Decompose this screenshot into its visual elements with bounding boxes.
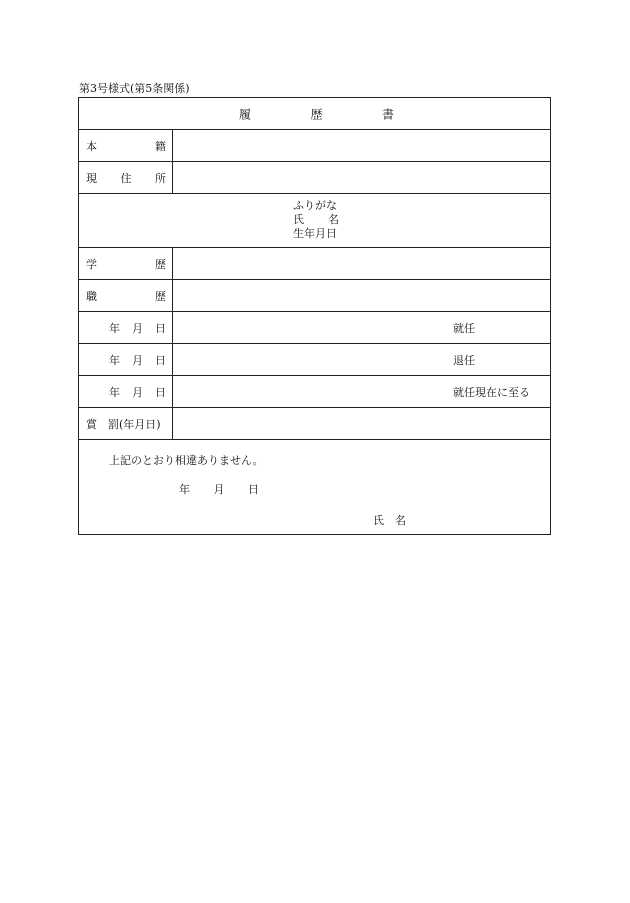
furigana-label: ふりがな xyxy=(293,199,337,212)
label-char: 月 xyxy=(132,321,143,335)
honseki-row xyxy=(79,130,550,162)
genjusho-label xyxy=(86,170,166,186)
date-label-cell xyxy=(79,312,173,343)
date-label-cell xyxy=(79,344,173,375)
genjusho-label-cell xyxy=(79,162,173,193)
title-char: 履 xyxy=(239,107,252,121)
resume-form xyxy=(78,97,551,535)
label-char: 名 xyxy=(328,213,339,226)
genjusho-row xyxy=(79,162,550,194)
label-char: 現 xyxy=(86,171,97,185)
name-block xyxy=(293,199,339,241)
gakureki-label xyxy=(86,256,166,272)
label-char: 日 xyxy=(248,483,259,496)
statement-row xyxy=(79,440,550,534)
career-row xyxy=(79,344,550,376)
shobatsu-label: 賞 罰(年月日) xyxy=(86,417,161,431)
label-char: 年 xyxy=(109,353,120,367)
label-char: 氏 xyxy=(373,514,384,527)
label-char: 日 xyxy=(155,385,166,399)
label-char: 本 xyxy=(86,139,97,153)
label-char: 学 xyxy=(86,257,97,271)
statement-name xyxy=(373,512,406,528)
label-char: 歴 xyxy=(155,289,166,303)
shobatsu-row xyxy=(79,408,550,440)
label-char: 年 xyxy=(109,385,120,399)
label-char: 名 xyxy=(395,514,406,527)
career-note: 退任 xyxy=(453,353,475,367)
label-char: 年 xyxy=(109,321,120,335)
shokureki-row xyxy=(79,280,550,312)
label-char: 月 xyxy=(132,353,143,367)
label-char: 日 xyxy=(155,353,166,367)
label-char: 住 xyxy=(120,171,132,185)
label-char: 氏 xyxy=(293,213,304,226)
form-title xyxy=(239,105,394,122)
shokureki-label xyxy=(86,288,166,304)
shimei-label xyxy=(293,213,339,227)
label-char: 職 xyxy=(86,289,97,303)
title-char: 歴 xyxy=(310,107,323,121)
date-label xyxy=(109,384,166,400)
gakureki-label-cell xyxy=(79,248,173,279)
gakureki-row xyxy=(79,248,550,280)
title-char: 書 xyxy=(381,107,394,121)
name-row xyxy=(79,194,550,248)
statement-text: 上記のとおり相違ありません。 xyxy=(109,454,264,467)
career-row xyxy=(79,312,550,344)
birthdate-label: 生年月日 xyxy=(293,227,337,240)
label-char: 所 xyxy=(155,171,166,185)
honseki-label-cell xyxy=(79,130,173,161)
title-row xyxy=(79,98,550,130)
label-char: 月 xyxy=(132,385,143,399)
statement-date xyxy=(179,481,259,497)
label-char: 籍 xyxy=(155,139,166,153)
date-label xyxy=(109,352,166,368)
date-label xyxy=(109,320,166,336)
label-char: 日 xyxy=(155,321,166,335)
label-char: 年 xyxy=(179,483,190,496)
career-note: 就任 xyxy=(453,321,475,335)
shobatsu-label-cell xyxy=(79,408,173,439)
label-char: 月 xyxy=(213,483,225,496)
form-number: 第3号様式(第5条関係) xyxy=(79,82,190,95)
shokureki-label-cell xyxy=(79,280,173,311)
honseki-label xyxy=(86,138,166,154)
career-note: 就任現在に至る xyxy=(453,385,530,399)
label-char: 歴 xyxy=(155,257,166,271)
date-label-cell xyxy=(79,376,173,407)
career-row xyxy=(79,376,550,408)
